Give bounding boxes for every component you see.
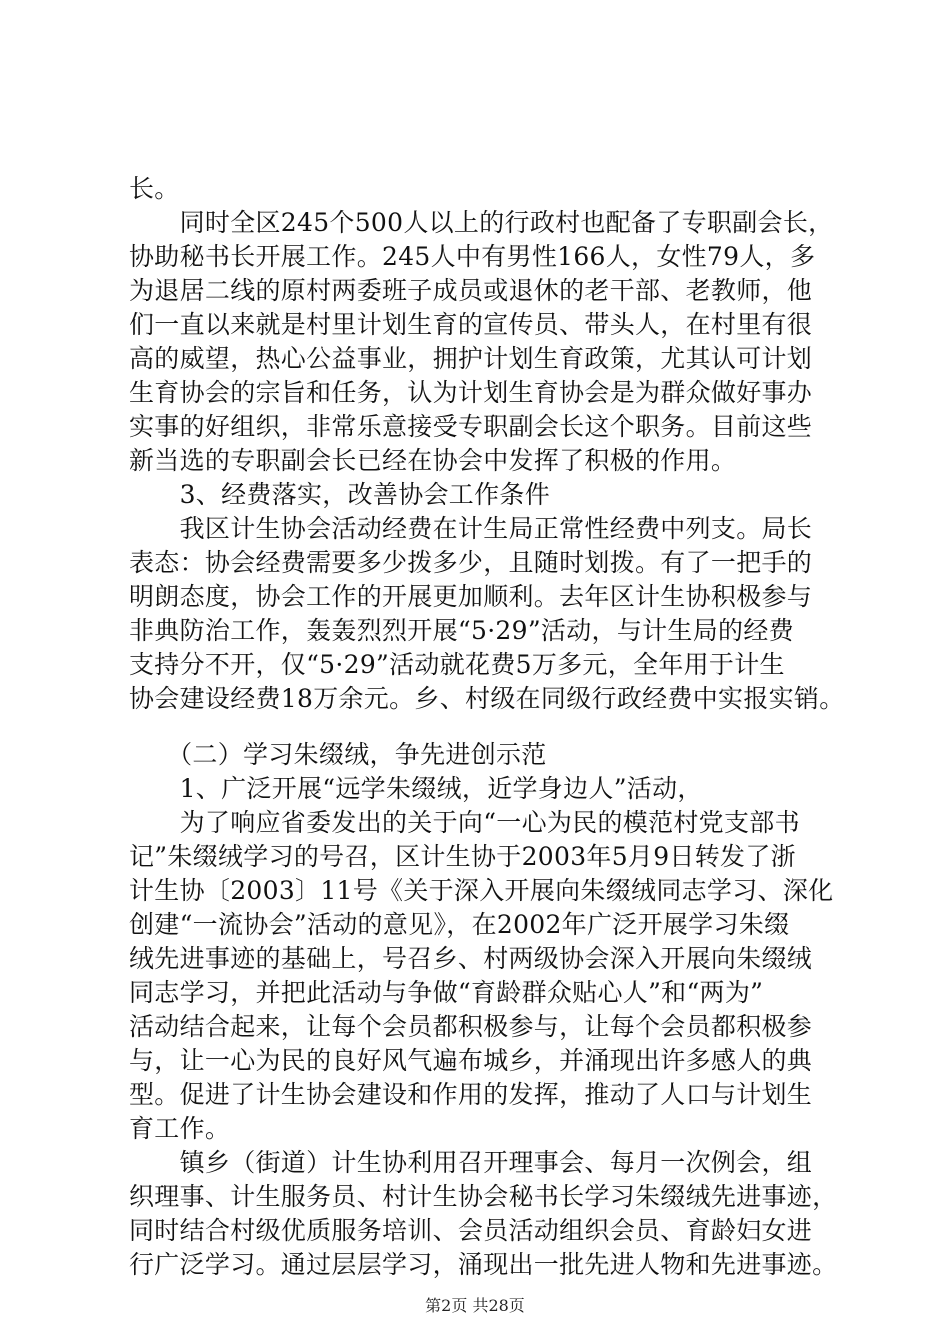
text-line: 协助秘书长开展工作。245人中有男性166人，女性79人，多 bbox=[129, 242, 816, 271]
text-line: 为了响应省委发出的关于向“一心为民的模范村党支部书 bbox=[129, 808, 800, 837]
text-line: 高的威望，热心公益事业，拥护计划生育政策，尤其认可计划 bbox=[129, 344, 813, 373]
text-line: 支持分不开，仅“5·29”活动就花费5万多元，全年用于计生 bbox=[129, 650, 785, 679]
text-line: 绒先进事迹的基础上，号召乡、村两级协会深入开展向朱缀绒 bbox=[129, 944, 813, 973]
text-line: 与，让一心为民的良好风气遍布城乡，并涌现出许多感人的典 bbox=[129, 1046, 813, 1075]
text-line: 长。 bbox=[129, 174, 180, 203]
text-line: 我区计生协会活动经费在计生局正常性经费中列支。局长 bbox=[129, 514, 813, 543]
text-line: 活动结合起来，让每个会员都积极参与，让每个会员都积极参 bbox=[129, 1012, 813, 1041]
text-line: 同志学习，并把此活动与争做“育龄群众贴心人”和“两为” bbox=[129, 978, 764, 1007]
text-line: 协会建设经费18万余元。乡、村级在同级行政经费中实报实销。 bbox=[129, 684, 845, 713]
page-number-footer: 第2页 共28页 bbox=[425, 1296, 525, 1315]
text-line: 记”朱缀绒学习的号召，区计生协于2003年5月9日转发了浙 bbox=[129, 842, 796, 871]
text-line: 同时结合村级优质服务培训、会员活动组织会员、育龄妇女进 bbox=[129, 1216, 813, 1245]
text-line: 计生协〔2003〕11号《关于深入开展向朱缀绒同志学习、深化 bbox=[129, 876, 834, 905]
text-line: 镇乡（街道）计生协利用召开理事会、每月一次例会，组 bbox=[129, 1148, 813, 1177]
section-heading: （二）学习朱缀绒，争先进创示范 bbox=[129, 740, 547, 769]
text-line: 明朗态度，协会工作的开展更加顺利。去年区计生协积极参与 bbox=[129, 582, 813, 611]
text-line: 育工作。 bbox=[129, 1114, 231, 1143]
text-line: 织理事、计生服务员、村计生协会秘书长学习朱缀绒先进事迹， bbox=[129, 1182, 838, 1211]
text-line: 生育协会的宗旨和任务，认为计划生育协会是为群众做好事办 bbox=[129, 378, 813, 407]
text-line: 型。促进了计生协会建设和作用的发挥，推动了人口与计划生 bbox=[129, 1080, 813, 1109]
text-line: 非典防治工作，轰轰烈烈开展“5·29”活动，与计生局的经费 bbox=[129, 616, 794, 645]
text-line: 新当选的专职副会长已经在协会中发挥了积极的作用。 bbox=[129, 446, 737, 475]
section-heading: 3、经费落实，改善协会工作条件 bbox=[129, 480, 551, 509]
text-line: 同时全区245个500人以上的行政村也配备了专职副会长， bbox=[129, 208, 834, 237]
text-line: 创建“一流协会”活动的意见》，在2002年广泛开展学习朱缀 bbox=[129, 910, 790, 939]
text-line: 实事的好组织，非常乐意接受专职副会长这个职务。目前这些 bbox=[129, 412, 813, 441]
text-line: 为退居二线的原村两委班子成员或退休的老干部、老教师，他 bbox=[129, 276, 813, 305]
section-heading: 1、广泛开展“远学朱缀绒，近学身边人”活动， bbox=[129, 774, 703, 803]
text-line: 行广泛学习。通过层层学习，涌现出一批先进人物和先进事迹。 bbox=[129, 1250, 838, 1279]
text-line: 们一直以来就是村里计划生育的宣传员、带头人，在村里有很 bbox=[129, 310, 813, 339]
text-line: 表态：协会经费需要多少拨多少，且随时划拨。有了一把手的 bbox=[129, 548, 813, 577]
